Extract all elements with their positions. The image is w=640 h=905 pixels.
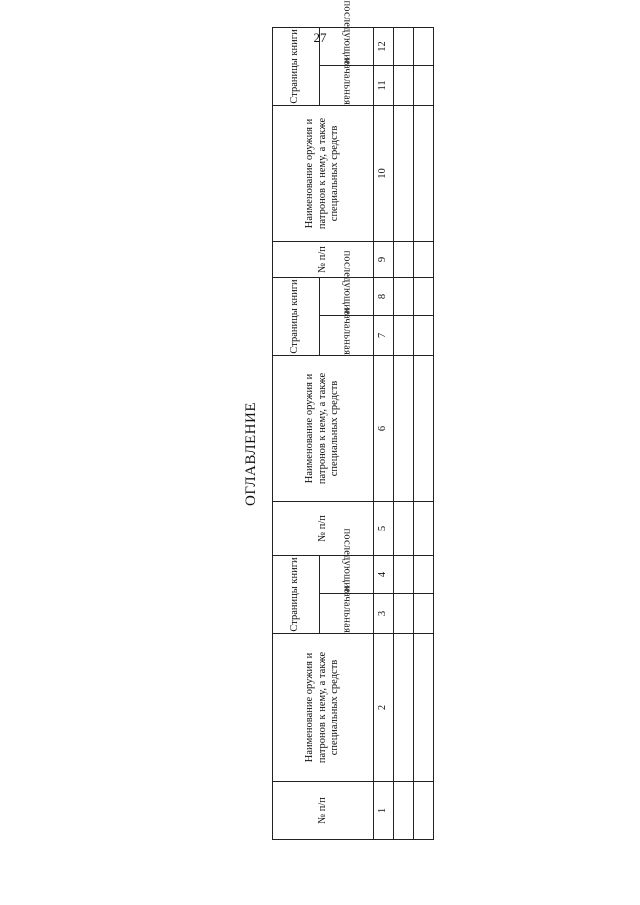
header-start-page-label: начальная xyxy=(341,58,353,105)
empty-cell xyxy=(414,315,434,355)
column-number: 3 xyxy=(374,594,394,634)
empty-cell xyxy=(414,782,434,840)
empty-cell xyxy=(414,105,434,241)
column-number: 10 xyxy=(374,105,394,241)
column-number: 6 xyxy=(374,355,394,501)
header-no: № п/п xyxy=(273,782,374,840)
header-name: Наименование оружия и патронов к нему, а также специальных средств xyxy=(273,634,374,782)
empty-cell xyxy=(394,355,414,501)
header-name: Наименование оружия и патронов к нему, а также специальных средств xyxy=(273,355,374,501)
empty-cell xyxy=(394,501,414,555)
empty-cell xyxy=(414,241,434,277)
header-next-pages-label: последующие xyxy=(341,0,353,65)
empty-cell xyxy=(414,65,434,105)
empty-cell xyxy=(414,277,434,315)
column-number: 7 xyxy=(374,315,394,355)
empty-cell xyxy=(394,555,414,593)
header-start-page-label: начальная xyxy=(341,586,353,633)
page-number: 27 xyxy=(313,30,327,45)
page-title: ОГЛАВЛЕНИЕ xyxy=(243,402,259,506)
header-no: № п/п xyxy=(273,241,374,277)
header-pages: Страницы книги xyxy=(273,277,320,355)
header-next-pages-label: последующие xyxy=(341,250,353,315)
header-start-page xyxy=(319,586,374,634)
header-pages: Страницы книги xyxy=(273,555,320,633)
empty-cell xyxy=(394,782,414,840)
header-pages: Страницы книги xyxy=(273,27,320,105)
column-number: 8 xyxy=(374,277,394,315)
empty-cell xyxy=(414,355,434,501)
header-no: № п/п xyxy=(273,501,374,555)
empty-cell xyxy=(414,555,434,593)
empty-cell xyxy=(414,27,434,65)
header-name: Наименование оружия и патронов к нему, а также специальных средств xyxy=(273,105,374,241)
empty-cell xyxy=(414,501,434,555)
column-number: 12 xyxy=(374,27,394,65)
empty-cell xyxy=(394,27,414,65)
empty-cell xyxy=(414,594,434,634)
header-row-top xyxy=(273,27,320,839)
column-number: 5 xyxy=(374,501,394,555)
table-row xyxy=(414,27,434,839)
empty-cell xyxy=(394,315,414,355)
column-number: 11 xyxy=(374,65,394,105)
table-row xyxy=(394,27,414,839)
empty-cell xyxy=(394,105,414,241)
table-of-contents xyxy=(272,0,434,840)
column-number: 1 xyxy=(374,782,394,840)
empty-cell xyxy=(394,241,414,277)
empty-cell xyxy=(394,277,414,315)
header-next-pages xyxy=(319,0,374,65)
empty-cell xyxy=(414,634,434,782)
empty-cell xyxy=(394,634,414,782)
header-start-page-label: начальная xyxy=(341,308,353,355)
column-number: 2 xyxy=(374,634,394,782)
header-start-page xyxy=(319,308,374,355)
header-start-page xyxy=(319,58,374,105)
column-number-row xyxy=(374,27,394,839)
empty-cell xyxy=(394,594,414,634)
header-next-pages-label: последующие xyxy=(341,528,353,593)
column-number: 9 xyxy=(374,241,394,277)
header-next-pages xyxy=(319,528,374,593)
column-number: 4 xyxy=(374,555,394,593)
empty-cell xyxy=(394,65,414,105)
